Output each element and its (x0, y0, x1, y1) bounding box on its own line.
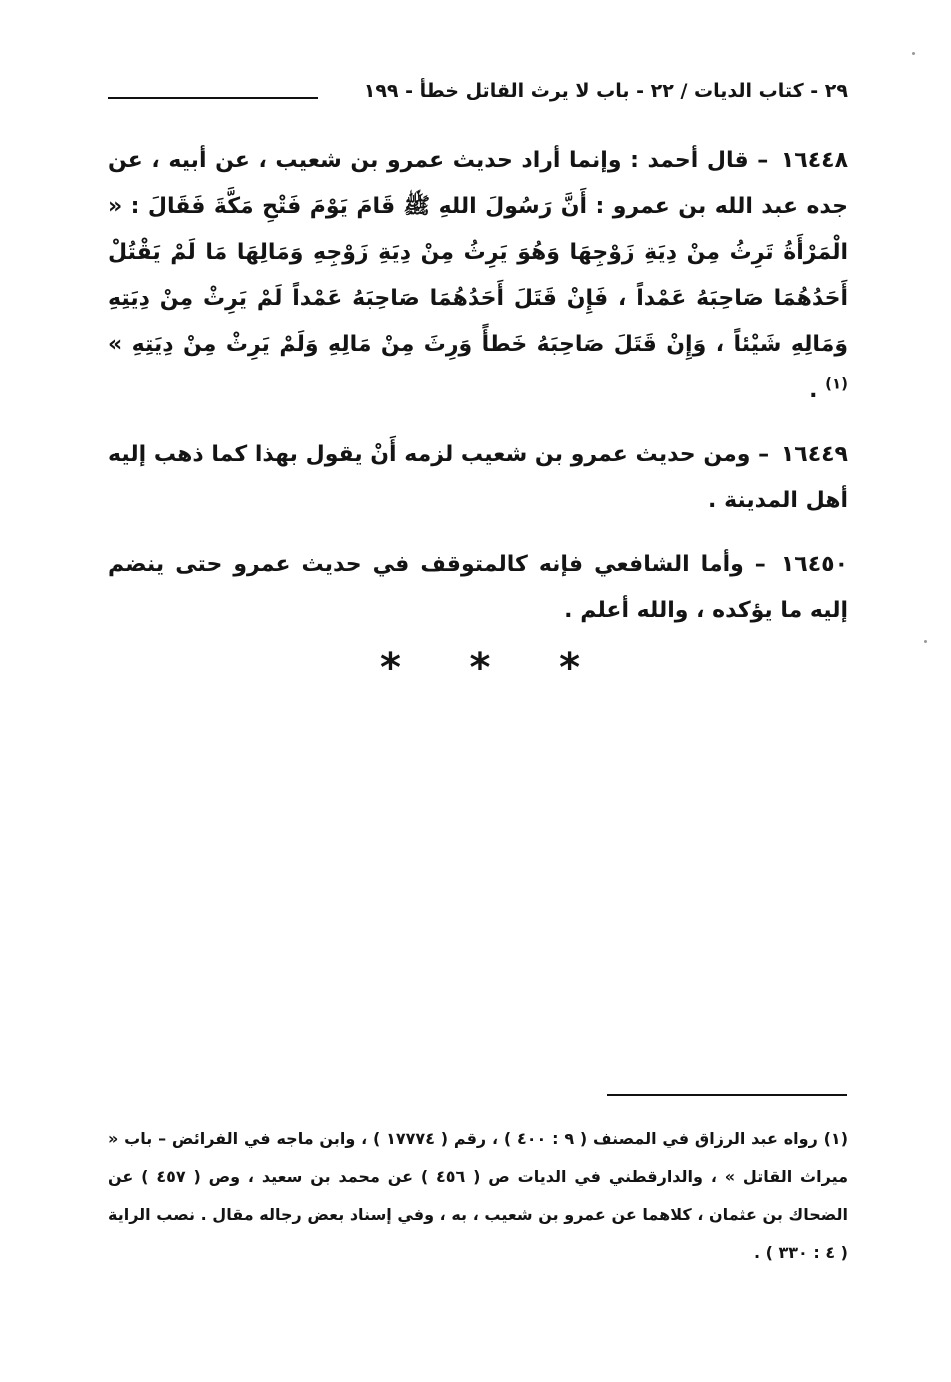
footnote-block (108, 1120, 848, 1272)
separator-star: * (469, 645, 491, 691)
paragraph-number: ١٦٤٤٨ (780, 148, 848, 173)
hadith-paragraph (108, 138, 848, 414)
paragraph-number: ١٦٤٤٩ (780, 442, 848, 467)
footnote-marker[interactable]: (١) (825, 374, 848, 393)
paragraph-text: – قال أحمد : وإنما أراد حديث عمرو بن شعيب ، عن أبيه ، عن جده عبد الله بن عمرو : أَنَّ رَسُولَ اللهِ ﷺ قَامَ يَوْمَ فَتْحِ مَكَّةَ فَقَالَ : « الْمَرْأَةُ تَرِثُ مِنْ دِيَةِ زَوْجِهَا وَهُوَ يَرِثُ مِنْ دِيَةِ زَوْجِهِ وَمَالِهَا مَا لَمْ يَقْتُلْ أَحَدُهُمَا صَاحِبَهُ عَمْداً ، فَإِنْ قَتَلَ أَحَدُهُمَا صَاحِبَهُ عَمْداً لَمْ يَرِثْ مِنْ دِيَتِهِ وَمَالِهِ شَيْئاً ، وَإِنْ قَتَلَ صَاحِبَهُ خَطأً وَرِثَ مِنْ مَالِهِ وَلَمْ يَرِثْ مِنْ دِيَتِهِ » (108, 148, 848, 357)
paragraph-number: ١٦٤٥٠ (780, 552, 848, 577)
section-separator (380, 645, 580, 691)
main-text (108, 138, 848, 652)
footnote-text: (١) رواه عبد الرزاق في المصنف ( ٩ : ٤٠٠ ) ، رقم ( ١٧٧٧٤ ) ، وابن ماجه في الفرائض – باب « ميراث القاتل » ، والدارقطني في الديات ص ( ٤٥٦ ) عن محمد بن سعيد ، وص ( ٤٥٧ ) عن الضحاك بن عثمان ، كلاهما عن عمرو بن شعيب ، به ، وفي إسناد بعض رجاله مقال . نصب الراية ( ٤ : ٣٣٠ ) . (108, 1129, 849, 1262)
hadith-paragraph (108, 432, 848, 524)
separator-star: * (380, 645, 401, 691)
hadith-paragraph (108, 542, 848, 634)
footnote-rule (607, 1094, 847, 1096)
separator-star: * (559, 645, 580, 691)
paragraph-text: – وأما الشافعي فإنه كالمتوقف في حديث عمرو حتى ينضم إليه ما يؤكده ، والله أعلم . (108, 552, 848, 623)
paragraph-end: . (809, 378, 818, 403)
header-rule (108, 97, 318, 99)
running-header (108, 80, 848, 112)
running-title: ٢٩ - كتاب الديات / ٢٢ - باب لا يرث القاتل خطأ - ١٩٩ (363, 80, 848, 102)
scan-speck (924, 640, 927, 643)
scan-speck (912, 52, 915, 55)
paragraph-text: – ومن حديث عمرو بن شعيب لزمه أَنْ يقول بهذا كما ذهب إليه أهل المدينة . (108, 442, 848, 513)
